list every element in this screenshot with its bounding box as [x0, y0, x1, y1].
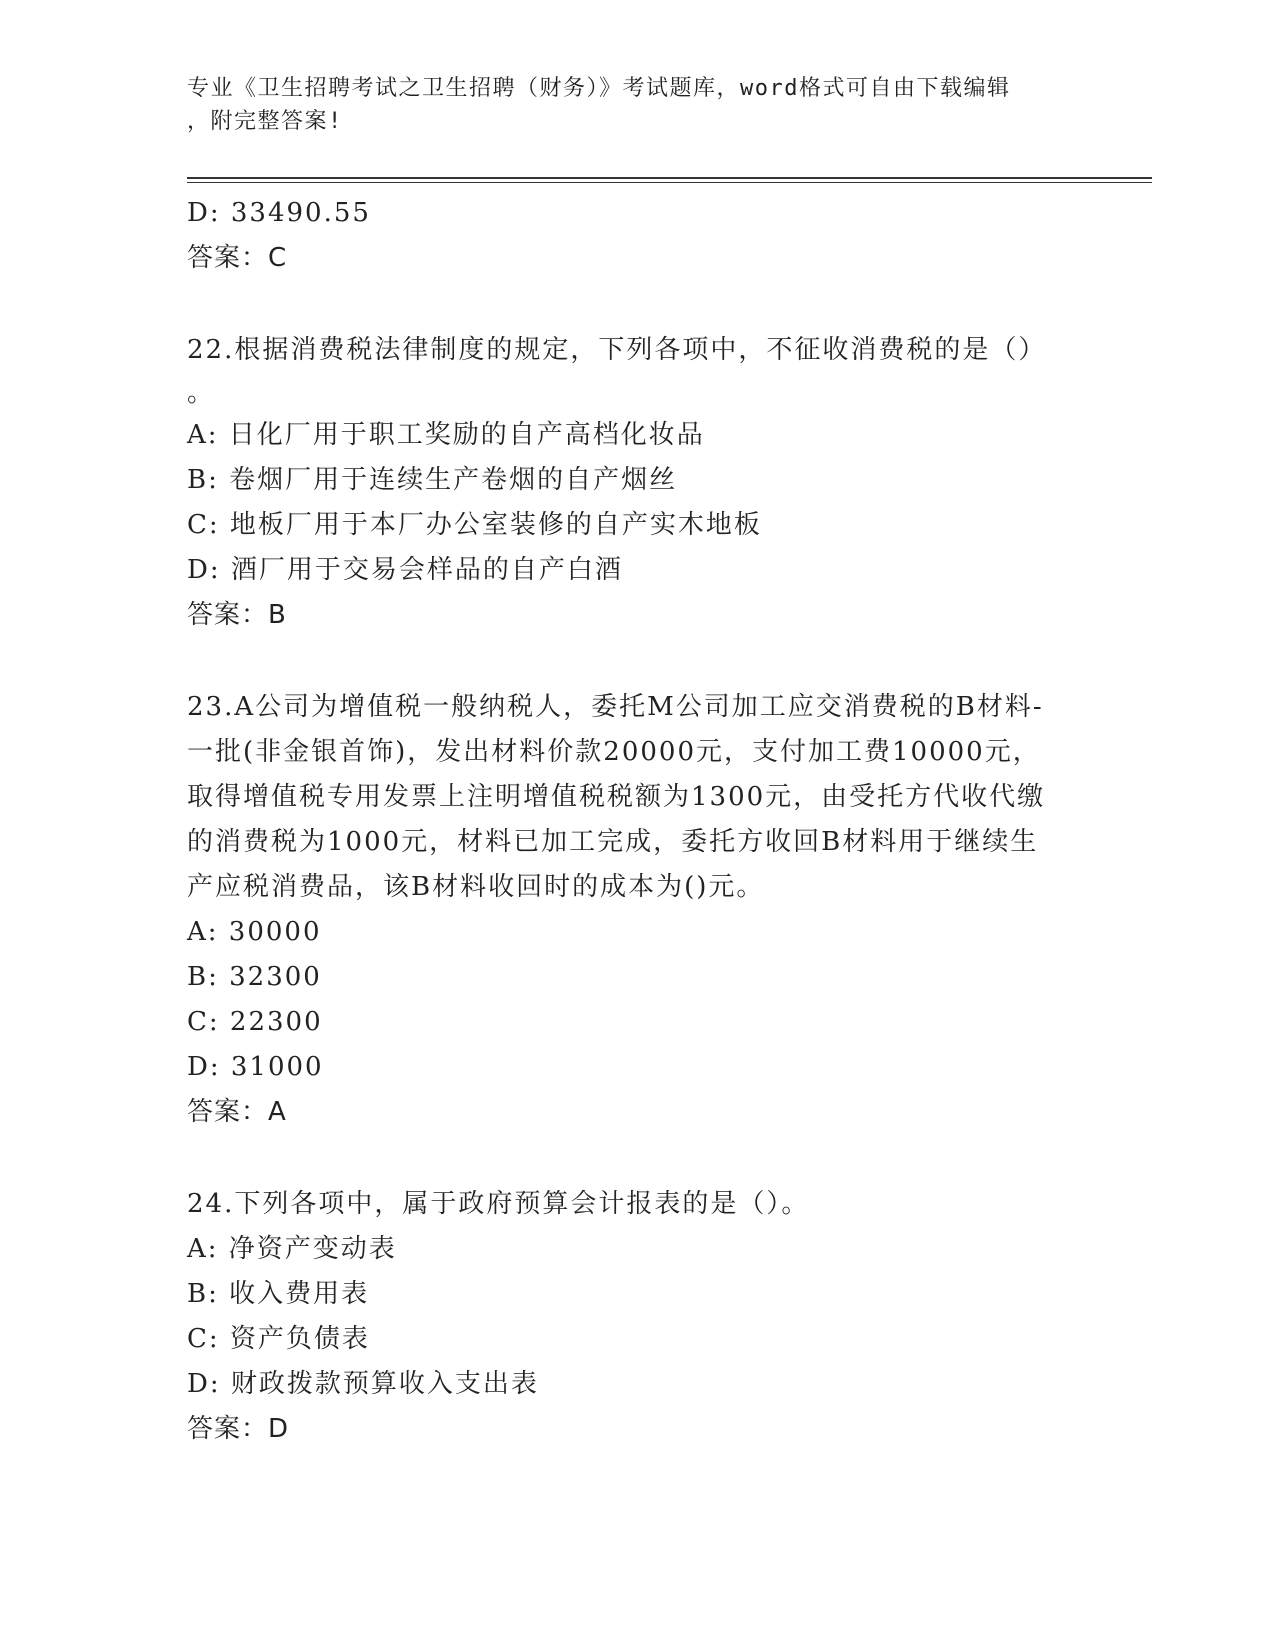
q23-stem-line-5: 产应税消费品，该B材料收回时的成本为()元。	[187, 872, 765, 902]
q23-option-c: C: 22300	[187, 1007, 323, 1037]
q22-option-b: B: 卷烟厂用于连续生产卷烟的自产烟丝	[187, 465, 678, 495]
q23-stem-line-3: 取得增值税专用发票上注明增值税税额为1300元，由受托方代收代缴	[187, 782, 1046, 812]
prev-option-d: D: 33490.55	[187, 198, 371, 228]
q23-stem-line-4: 的消费税为1000元，材料已加工完成，委托方收回B材料用于继续生	[187, 827, 1039, 857]
q22-option-d: D: 酒厂用于交易会样品的自产白酒	[187, 555, 623, 585]
q24-option-d: D: 财政拨款预算收入支出表	[187, 1369, 539, 1399]
q24-answer: 答案：D	[187, 1414, 290, 1444]
q23-option-a: A: 30000	[187, 917, 322, 947]
document-body	[187, 191, 1087, 1452]
header-rule-thin	[187, 182, 1152, 183]
q22-answer: 答案：B	[187, 600, 287, 630]
q24-option-c: C: 资产负债表	[187, 1324, 370, 1354]
q22-option-a: A: 日化厂用于职工奖励的自产高档化妆品	[187, 420, 705, 450]
spacer	[187, 1135, 1087, 1182]
q22-stem-cont: 。	[187, 378, 216, 408]
q22-option-c: C: 地板厂用于本厂办公室装修的自产实木地板	[187, 510, 762, 540]
q22-stem: 22.根据消费税法律制度的规定，下列各项中，不征收消费税的是（）	[187, 335, 1047, 365]
prev-answer: 答案：C	[187, 243, 288, 273]
spacer	[187, 281, 1087, 328]
header-line-1: 专业《卫生招聘考试之卫生招聘（财务）》考试题库，word格式可自由下载编辑	[187, 76, 1011, 101]
q23-stem-line-1: 23.A公司为增值税一般纳税人，委托M公司加工应交消费税的B材料-	[187, 692, 1044, 722]
q23-option-d: D: 31000	[187, 1052, 324, 1082]
q24-stem: 24.下列各项中，属于政府预算会计报表的是（）。	[187, 1189, 810, 1219]
spacer	[187, 638, 1087, 685]
q23-option-b: B: 32300	[187, 962, 322, 992]
document-header	[187, 72, 1067, 138]
q24-option-a: A: 净资产变动表	[187, 1234, 397, 1264]
q23-answer: 答案：A	[187, 1097, 287, 1127]
q23-stem-line-2: 一批(非金银首饰)，发出材料价款20000元，支付加工费10000元，	[187, 737, 1041, 767]
q24-option-b: B: 收入费用表	[187, 1279, 370, 1309]
header-rule-thick	[187, 177, 1152, 179]
header-line-2: ，附完整答案!	[187, 109, 343, 134]
